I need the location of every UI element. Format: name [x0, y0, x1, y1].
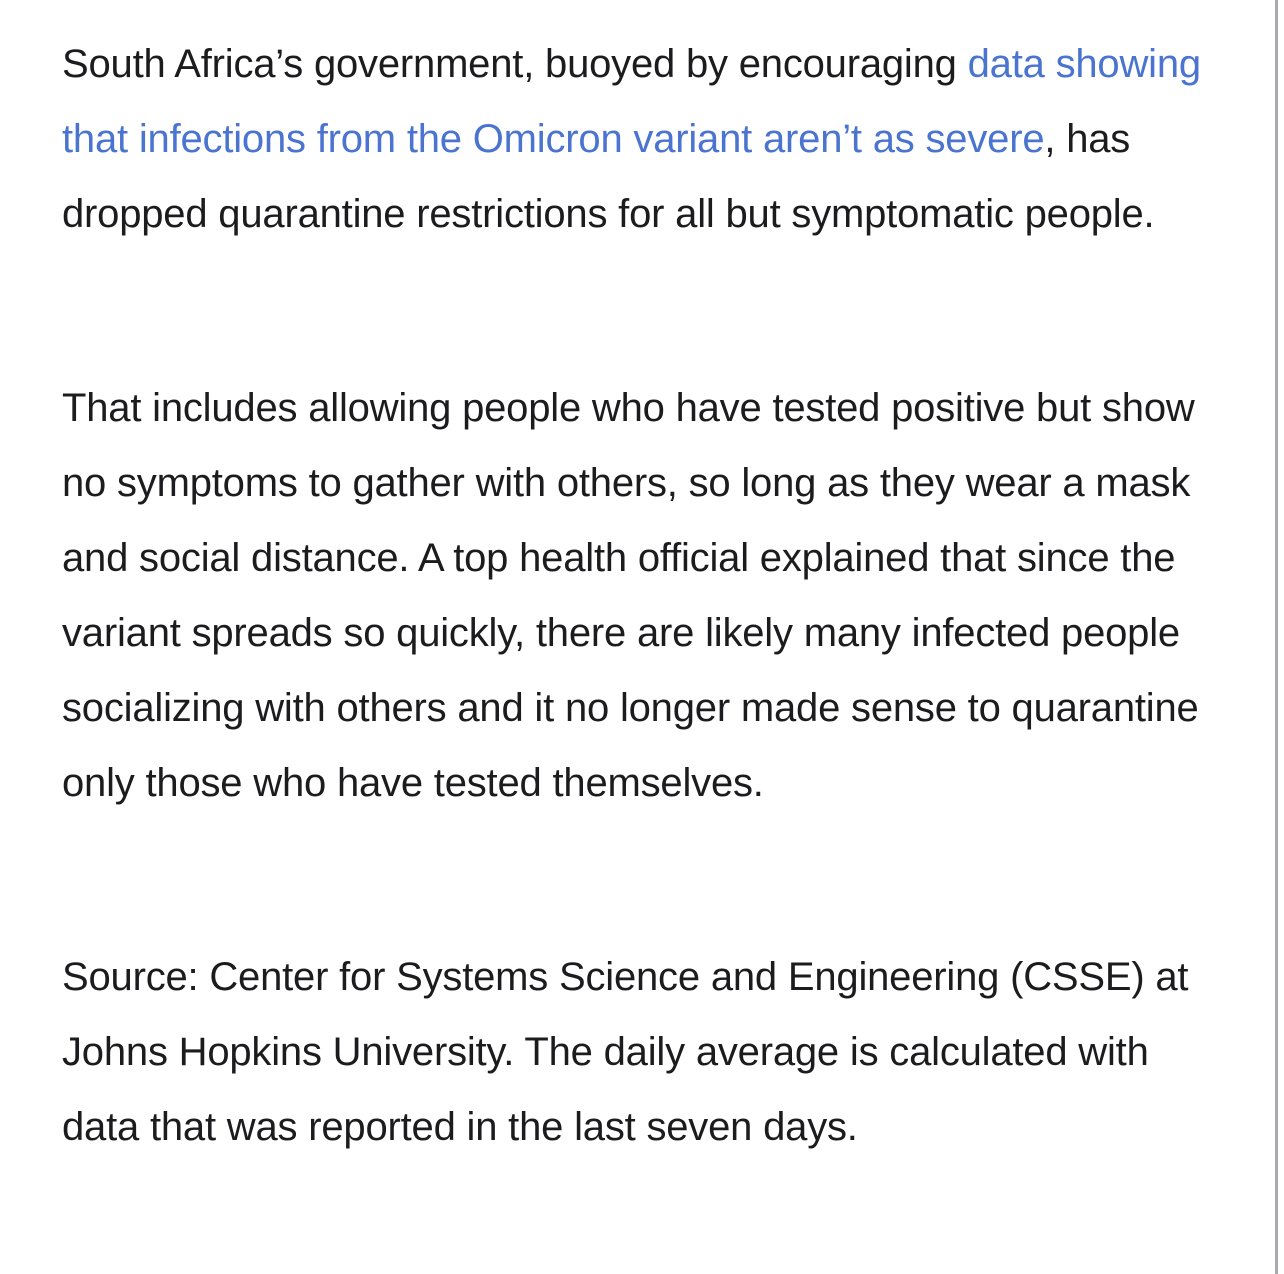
paragraph-1-text-before: South Africa’s government, buoyed by encouraging — [62, 42, 968, 86]
right-edge-divider — [1275, 0, 1278, 1274]
paragraph-data-source: Source: Center for Systems Science and Engineering (CSSE) at Johns Hopkins University. The daily average is calculated with data that was reported in the last seven days. — [62, 955, 1189, 1149]
paragraph-asymptomatic-gathering: That includes allowing people who have tested positive but show no symptoms to gather with others, so long as they wear a mask and social distance. A top health official explained that since the variant spreads so quickly, there are likely many infected people socializing with others and it no longer made sense to quarantine only those who have tested themselves. — [62, 386, 1199, 805]
paragraph-1-text-after: , has dropped quarantine restrictions for all but symptomatic people. — [62, 117, 1155, 236]
paragraph-quarantine-restrictions — [62, 27, 1232, 252]
omicron-severity-data-link[interactable]: data showing that infections from the Omicron variant aren’t as severe — [62, 42, 1201, 161]
